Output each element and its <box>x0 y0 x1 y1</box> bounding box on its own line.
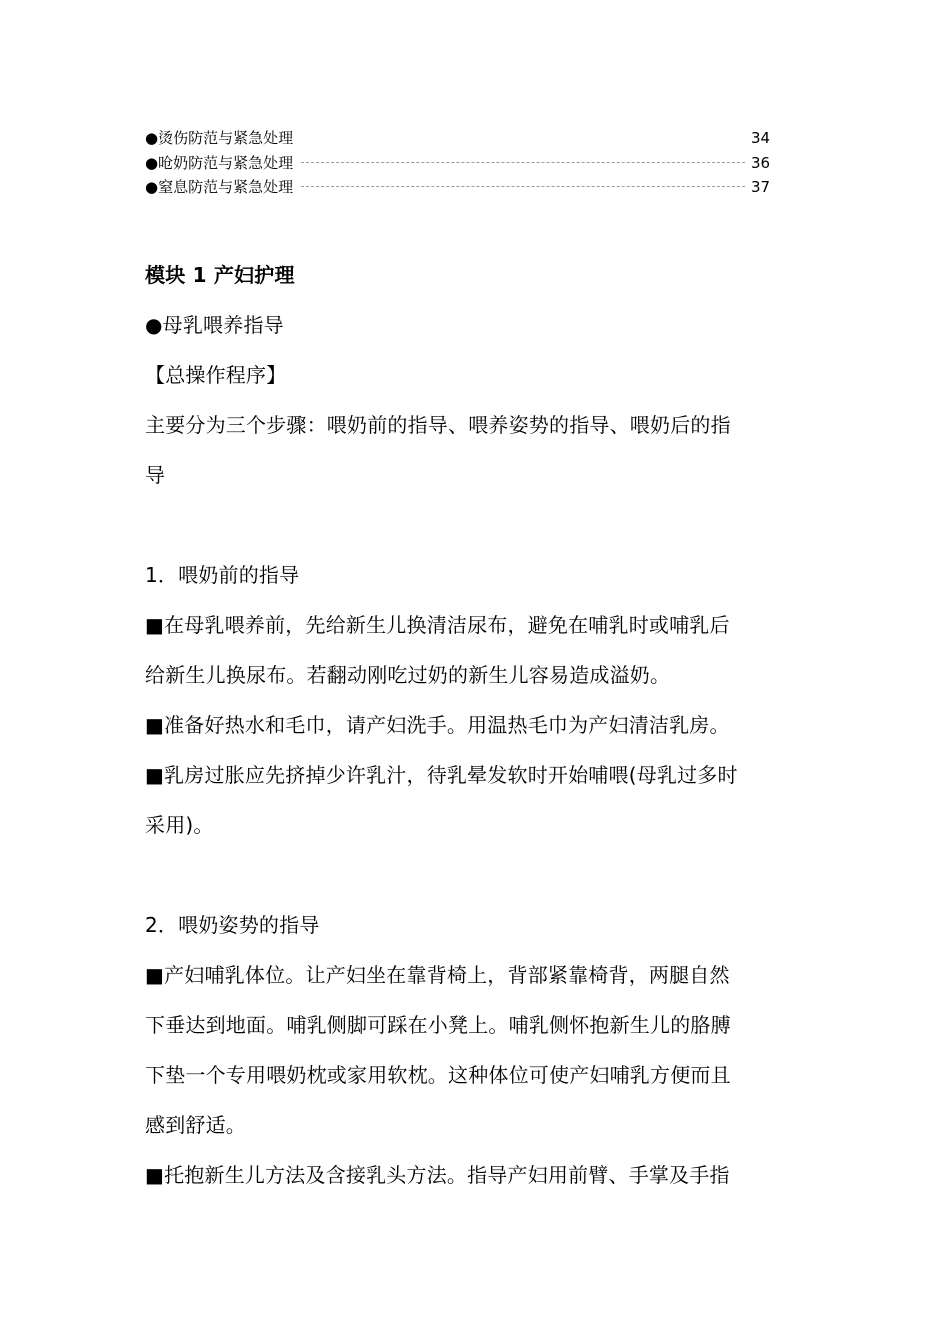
document-body <box>145 250 808 1200</box>
procedure-title: 【总操作程序】 <box>145 363 287 387</box>
step1-line: ■在母乳喂养前，先给新生儿换清洁尿布，避免在哺乳时或哺乳后 <box>145 613 730 637</box>
toc-leader <box>301 162 745 163</box>
section-title: ●母乳喂养指导 <box>145 313 284 337</box>
step2-line: 下垂达到地面。哺乳侧脚可踩在小凳上。哺乳侧怀抱新生儿的胳膊 <box>145 1013 731 1037</box>
toc-entry[interactable] <box>145 126 775 151</box>
step2-line: 下垫一个专用喂奶枕或家用软枕。这种体位可使产妇哺乳方便而且 <box>145 1063 731 1087</box>
paragraph-gap <box>145 850 808 900</box>
step1-line: ■乳房过胀应先挤掉少许乳汁，待乳晕发软时开始哺喂(母乳过多时 <box>145 763 738 787</box>
toc-entry-label: ●呛奶防范与紧急处理 <box>145 153 294 172</box>
step1-title: 1．喂奶前的指导 <box>145 563 300 587</box>
toc-leader <box>301 186 745 187</box>
toc-entry-label: ●窒息防范与紧急处理 <box>145 178 294 196</box>
toc-entry-label: ●烫伤防范与紧急处理 <box>145 129 294 147</box>
step1-line: 给新生儿换尿布。若翻动刚吃过奶的新生儿容易造成溢奶。 <box>145 663 671 687</box>
intro-line: 主要分为三个步骤：喂奶前的指导、喂养姿势的指导、喂奶后的指 <box>145 413 731 437</box>
toc-entry[interactable] <box>145 151 775 176</box>
paragraph-gap <box>145 500 808 550</box>
toc-page-number: 37 <box>751 178 771 196</box>
step1-line: 采用)。 <box>145 813 214 837</box>
module-title: 模块 1 产妇护理 <box>145 263 295 287</box>
toc-leader <box>301 137 745 138</box>
toc-entry[interactable] <box>145 175 775 200</box>
step2-line: ■托抱新生儿方法及含接乳头方法。指导产妇用前臂、手掌及手指 <box>145 1163 730 1187</box>
step2-line: ■产妇哺乳体位。让产妇坐在靠背椅上，背部紧靠椅背，两腿自然 <box>145 963 730 987</box>
step1-line: ■准备好热水和毛巾，请产妇洗手。用温热毛巾为产妇清洁乳房。 <box>145 713 730 737</box>
step2-line: 感到舒适。 <box>145 1113 246 1137</box>
intro-line: 导 <box>145 463 166 487</box>
toc-page-number: 36 <box>751 153 771 172</box>
step2-title: 2．喂奶姿势的指导 <box>145 913 320 937</box>
table-of-contents <box>145 126 775 200</box>
toc-page-number: 34 <box>751 129 771 147</box>
